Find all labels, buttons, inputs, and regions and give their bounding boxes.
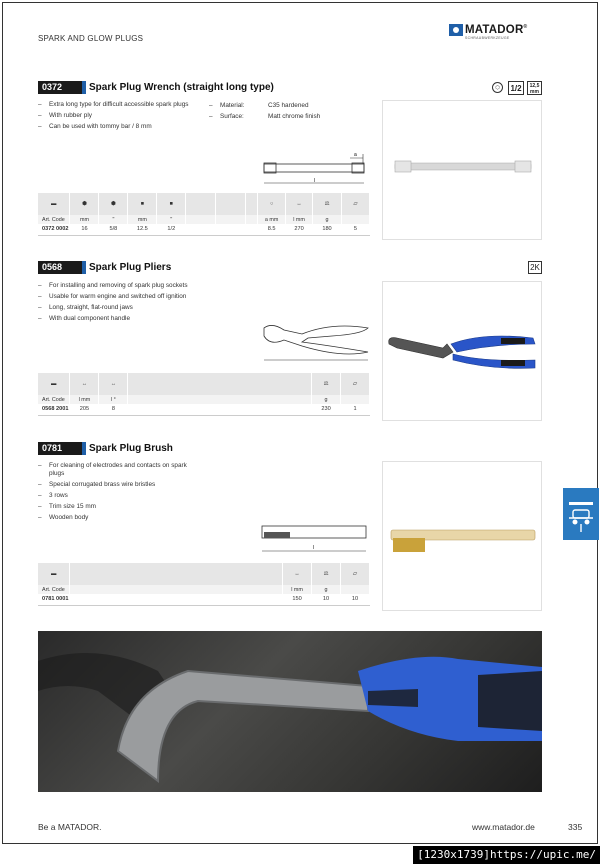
table-unit-row: Art. Code mm " mm " a mm l mm g	[38, 215, 370, 224]
logo-mark-icon	[449, 24, 463, 36]
product-title: Spark Plug Wrench (straight long type)	[89, 82, 274, 93]
table-icon-row	[38, 373, 370, 395]
bore-icon: ○	[258, 193, 286, 215]
package-icon: ▱	[341, 373, 370, 395]
spec-value: Matt chrome finish	[268, 113, 321, 120]
jaw-length-icon: ↔	[99, 373, 128, 395]
table-icon-row	[38, 193, 370, 215]
feature-item: – Special corrugated brass wire bristles	[38, 481, 198, 489]
hex-outer-icon: ⬢	[70, 193, 99, 215]
table-row: 0568 2001 205 8 230 1	[38, 404, 370, 415]
feature-item: – Usable for warm engine and switched off ignition	[38, 293, 198, 301]
package-icon: ▱	[341, 563, 370, 585]
product-code: 0568	[38, 261, 82, 274]
feature-item: – Can be used with tommy bar / 8 mm	[38, 123, 198, 131]
drive-size-badge: 1/2	[508, 81, 524, 95]
code-icon: ▬	[38, 563, 70, 585]
spec-key: – Surface:	[209, 111, 268, 122]
wrench-features	[38, 101, 198, 134]
feature-item: – Long, straight, flat-round jaws	[38, 304, 198, 312]
feature-item: – With dual component handle	[38, 315, 198, 323]
pliers-photo	[382, 281, 542, 421]
weight-icon: ⚖	[312, 373, 341, 395]
brush-photo	[382, 461, 542, 611]
feature-item: – For cleaning of electrodes and contacts on spark plugs	[38, 462, 198, 478]
watermark: [1230x1739]https://upic.me/	[413, 846, 600, 864]
feature-item: – For installing and removing of spark plug sockets	[38, 282, 198, 290]
dim-l-label: l	[313, 545, 315, 551]
accent-bar	[82, 261, 86, 274]
table-unit-row: Art. Code l mm l ° g	[38, 395, 370, 404]
feature-item: – 3 rows	[38, 492, 198, 500]
code-icon: ▬	[38, 373, 70, 395]
weight-icon: ⚖	[313, 193, 342, 215]
wrench-photo	[382, 100, 542, 240]
wrench-drawing	[260, 150, 372, 190]
product-code: 0781	[38, 442, 82, 455]
brand-sub: SCHRAUBWERKZEUGE	[465, 36, 510, 40]
section-header: SPARK AND GLOW PLUGS	[38, 34, 144, 43]
square-drive-inch-icon: ■	[157, 193, 186, 215]
spec-value: C35 hardened	[268, 102, 309, 109]
wrench-specs	[209, 100, 320, 122]
brush-features	[38, 462, 198, 525]
length-icon: ↔	[283, 563, 312, 585]
product-title: Spark Plug Pliers	[89, 262, 172, 273]
footer-url-link[interactable]: www.matador.de	[472, 822, 535, 832]
package-icon: ▱	[341, 193, 369, 215]
table-row: 0372 0002 16 5/8 12.5 1/2 8.5 270 180 5	[38, 224, 370, 235]
brush-spec-table	[38, 563, 370, 606]
table-icon-row	[38, 563, 370, 585]
brand-name: MATADOR®	[465, 24, 528, 36]
table-unit-row: Art. Code l mm g	[38, 585, 370, 594]
product-title: Spark Plug Brush	[89, 443, 173, 454]
section-0568-header	[38, 261, 542, 274]
pliers-drawing	[262, 316, 372, 364]
pliers-spec-table	[38, 373, 370, 416]
footer-slogan: Be a MATADOR.	[38, 822, 102, 832]
table-row: 0781 0001 150 10 10	[38, 594, 370, 605]
application-photo	[38, 631, 542, 792]
accent-bar	[82, 442, 86, 455]
hex-badge-icon: ⬡	[492, 82, 503, 93]
car-lift-icon	[563, 488, 599, 540]
socket-size-badge: 12,5 mm	[527, 81, 542, 95]
feature-item: – Trim size 15 mm	[38, 503, 198, 511]
feature-item: – With rubber ply	[38, 112, 198, 120]
wrench-spec-table	[38, 193, 370, 236]
dim-l-label: l	[314, 178, 316, 184]
accent-bar	[82, 81, 86, 94]
feature-item: – Extra long type for difficult accessible spark plugs	[38, 101, 198, 109]
length-icon: ↔	[70, 373, 99, 395]
square-drive-icon: ■	[128, 193, 157, 215]
category-side-tab[interactable]	[563, 488, 599, 540]
pliers-features	[38, 282, 198, 326]
hex-inner-icon: ⬢	[99, 193, 128, 215]
length-icon: ↔	[286, 193, 313, 215]
feature-item: – Wooden body	[38, 514, 198, 522]
two-component-badge: 2K	[528, 261, 542, 274]
weight-icon: ⚖	[312, 563, 341, 585]
page-number: 335	[568, 822, 583, 832]
dim-a-label: a	[354, 152, 357, 158]
spec-key: – Material:	[209, 100, 268, 111]
brush-drawing	[258, 522, 370, 556]
section-0781-header	[38, 442, 542, 455]
section-0372-header	[38, 81, 542, 94]
code-icon: ▬	[38, 193, 70, 215]
product-code: 0372	[38, 81, 82, 94]
brand-logo[interactable]	[449, 24, 528, 40]
